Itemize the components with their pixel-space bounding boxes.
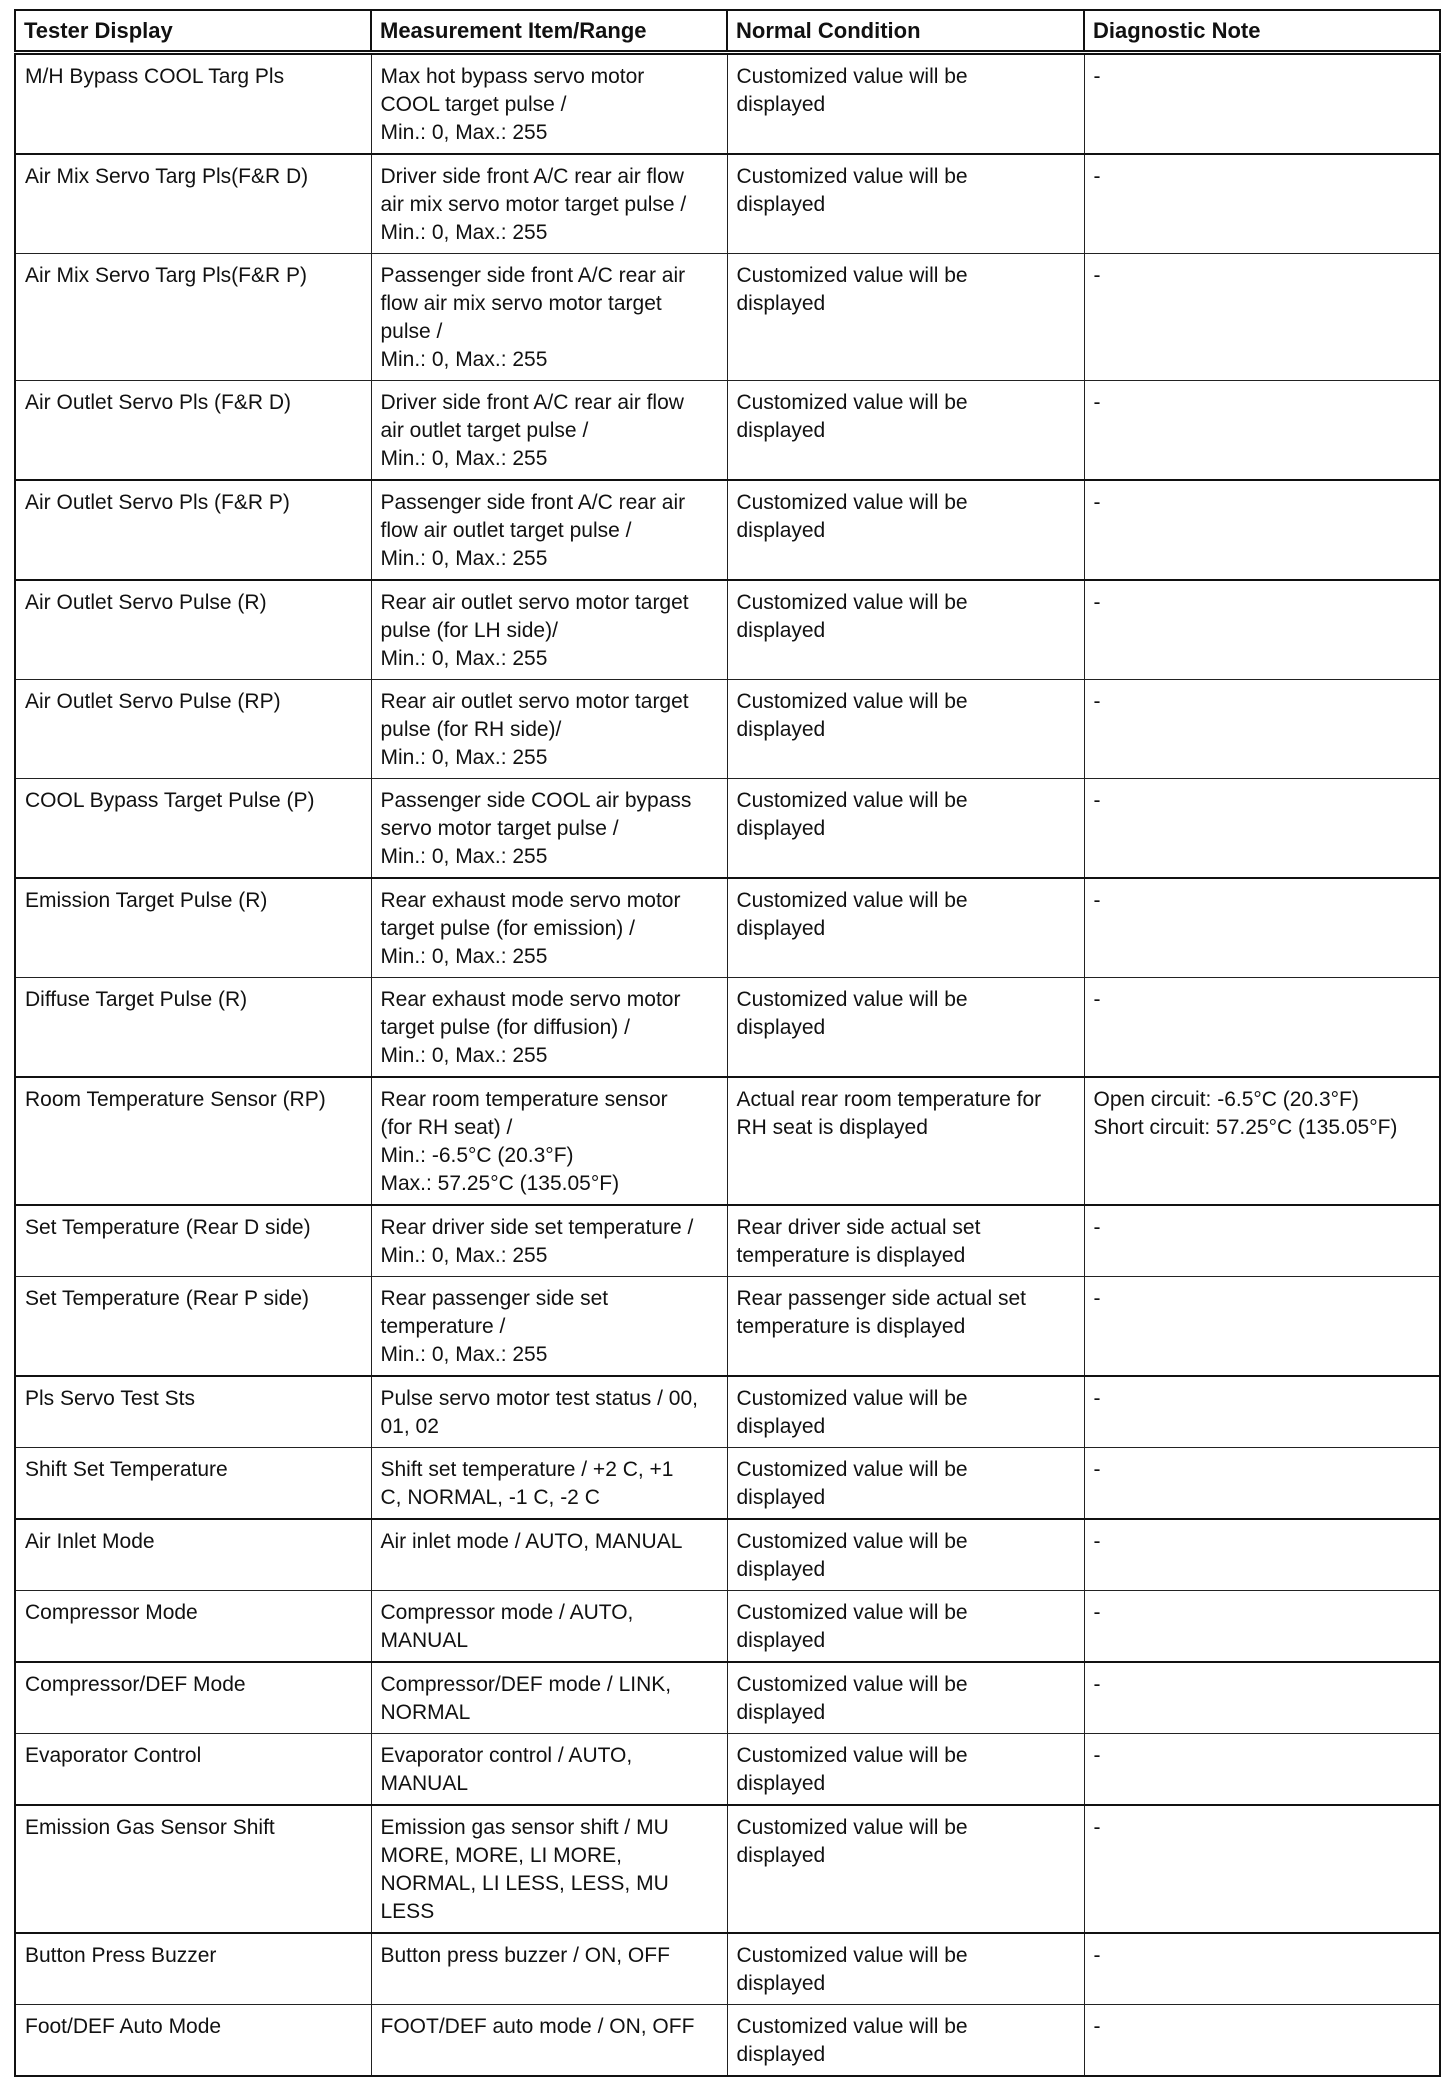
normal-condition-cell: Customized value will be displayed <box>727 878 1084 978</box>
normal-condition-cell: Rear passenger side actual set temperature is displayed <box>727 1277 1084 1377</box>
tester-display-cell: Air Mix Servo Targ Pls(F&R D) <box>15 154 371 254</box>
measurement-range-cell: Compressor/DEF mode / LINK, NORMAL <box>371 1662 727 1734</box>
normal-condition-cell: Customized value will be displayed <box>727 1734 1084 1806</box>
table-row <box>15 878 1440 978</box>
diagnostic-note-cell: - <box>1084 2005 1440 2077</box>
tester-display-cell: Shift Set Temperature <box>15 1448 371 1520</box>
diagnostic-note-cell: - <box>1084 1591 1440 1663</box>
measurement-range-cell: Shift set temperature / +2 C, +1 C, NORMAL, -1 C, -2 C <box>371 1448 727 1520</box>
normal-condition-cell: Customized value will be displayed <box>727 154 1084 254</box>
measurement-range-cell: Emission gas sensor shift / MU MORE, MORE, LI MORE, NORMAL, LI LESS, LESS, MU LESS <box>371 1805 727 1933</box>
table-row <box>15 1376 1440 1448</box>
table-row <box>15 1933 1440 2005</box>
measurement-range-cell: Rear room temperature sensor (for RH seat) / Min.: -6.5°C (20.3°F) Max.: 57.25°C (135.05°F) <box>371 1077 727 1205</box>
measurement-range-cell: Driver side front A/C rear air flow air mix servo motor target pulse / Min.: 0, Max.: 255 <box>371 154 727 254</box>
table-row <box>15 154 1440 254</box>
diagnostic-note-cell: - <box>1084 779 1440 879</box>
table-row <box>15 1077 1440 1205</box>
measurement-range-cell: Passenger side front A/C rear air flow air mix servo motor target pulse / Min.: 0, Max.: 255 <box>371 254 727 381</box>
normal-condition-cell: Actual rear room temperature for RH seat is displayed <box>727 1077 1084 1205</box>
measurement-range-cell: FOOT/DEF auto mode / ON, OFF <box>371 2005 727 2077</box>
diagnostic-note-cell: - <box>1084 1734 1440 1806</box>
diagnostic-note-cell: - <box>1084 154 1440 254</box>
diagnostic-note-cell: - <box>1084 878 1440 978</box>
diagnostic-note-cell: - <box>1084 580 1440 680</box>
measurement-range-cell: Button press buzzer / ON, OFF <box>371 1933 727 2005</box>
table-row <box>15 779 1440 879</box>
measurement-range-cell: Evaporator control / AUTO, MANUAL <box>371 1734 727 1806</box>
tester-display-cell: Compressor/DEF Mode <box>15 1662 371 1734</box>
diagnostic-note-cell: - <box>1084 1205 1440 1277</box>
table-header-row <box>15 10 1440 53</box>
tester-display-cell: Set Temperature (Rear P side) <box>15 1277 371 1377</box>
measurement-range-cell: Rear air outlet servo motor target pulse (for RH side)/ Min.: 0, Max.: 255 <box>371 680 727 779</box>
diagnostic-note-cell: - <box>1084 480 1440 580</box>
tester-display-cell: Pls Servo Test Sts <box>15 1376 371 1448</box>
table-row <box>15 680 1440 779</box>
measurement-range-cell: Pulse servo motor test status / 00, 01, 02 <box>371 1376 727 1448</box>
table-row <box>15 381 1440 481</box>
measurement-range-cell: Rear air outlet servo motor target pulse (for LH side)/ Min.: 0, Max.: 255 <box>371 580 727 680</box>
table-row <box>15 480 1440 580</box>
tester-display-cell: Air Outlet Servo Pulse (RP) <box>15 680 371 779</box>
diagnostic-note-cell: - <box>1084 1277 1440 1377</box>
tester-display-cell: Air Mix Servo Targ Pls(F&R P) <box>15 254 371 381</box>
normal-condition-cell: Customized value will be displayed <box>727 1662 1084 1734</box>
table-row <box>15 1805 1440 1933</box>
table-row <box>15 580 1440 680</box>
diagnostic-note-cell: - <box>1084 978 1440 1078</box>
normal-condition-cell: Customized value will be displayed <box>727 1805 1084 1933</box>
diagnostic-note-cell: - <box>1084 1662 1440 1734</box>
normal-condition-cell: Customized value will be displayed <box>727 580 1084 680</box>
diagnostic-note-cell: - <box>1084 1805 1440 1933</box>
normal-condition-cell: Customized value will be displayed <box>727 1519 1084 1591</box>
normal-condition-cell: Customized value will be displayed <box>727 53 1084 155</box>
measurement-range-cell: Compressor mode / AUTO, MANUAL <box>371 1591 727 1663</box>
table-row <box>15 254 1440 381</box>
table-row <box>15 978 1440 1078</box>
tester-display-cell: M/H Bypass COOL Targ Pls <box>15 53 371 155</box>
document-page <box>14 9 1439 2077</box>
measurement-range-cell: Passenger side COOL air bypass servo motor target pulse / Min.: 0, Max.: 255 <box>371 779 727 879</box>
diagnostic-note-cell: - <box>1084 254 1440 381</box>
table-row <box>15 1448 1440 1520</box>
tester-display-cell: Diffuse Target Pulse (R) <box>15 978 371 1078</box>
table-row <box>15 1205 1440 1277</box>
tester-display-cell: Air Inlet Mode <box>15 1519 371 1591</box>
table-row <box>15 1662 1440 1734</box>
normal-condition-cell: Customized value will be displayed <box>727 779 1084 879</box>
tester-display-cell: Air Outlet Servo Pulse (R) <box>15 580 371 680</box>
tester-display-cell: Button Press Buzzer <box>15 1933 371 2005</box>
diagnostic-note-cell: - <box>1084 1376 1440 1448</box>
normal-condition-cell: Customized value will be displayed <box>727 1591 1084 1663</box>
table-row <box>15 2005 1440 2077</box>
tester-display-cell: COOL Bypass Target Pulse (P) <box>15 779 371 879</box>
diagnostic-note-cell: - <box>1084 1933 1440 2005</box>
normal-condition-cell: Customized value will be displayed <box>727 381 1084 481</box>
normal-condition-cell: Customized value will be displayed <box>727 2005 1084 2077</box>
measurement-range-cell: Rear driver side set temperature / Min.: 0, Max.: 255 <box>371 1205 727 1277</box>
normal-condition-cell: Customized value will be displayed <box>727 978 1084 1078</box>
measurement-range-cell: Rear exhaust mode servo motor target pulse (for diffusion) / Min.: 0, Max.: 255 <box>371 978 727 1078</box>
tester-display-cell: Emission Target Pulse (R) <box>15 878 371 978</box>
diagnostic-note-cell: Open circuit: -6.5°C (20.3°F) Short circuit: 57.25°C (135.05°F) <box>1084 1077 1440 1205</box>
header-tester-display: Tester Display <box>15 10 371 53</box>
data-monitor-table <box>14 9 1441 2077</box>
table-row <box>15 1591 1440 1663</box>
tester-display-cell: Compressor Mode <box>15 1591 371 1663</box>
tester-display-cell: Foot/DEF Auto Mode <box>15 2005 371 2077</box>
tester-display-cell: Air Outlet Servo Pls (F&R D) <box>15 381 371 481</box>
measurement-range-cell: Max hot bypass servo motor COOL target pulse / Min.: 0, Max.: 255 <box>371 53 727 155</box>
diagnostic-note-cell: - <box>1084 53 1440 155</box>
table-row <box>15 1277 1440 1377</box>
normal-condition-cell: Customized value will be displayed <box>727 254 1084 381</box>
header-diagnostic-note: Diagnostic Note <box>1084 10 1440 53</box>
normal-condition-cell: Customized value will be displayed <box>727 1448 1084 1520</box>
tester-display-cell: Room Temperature Sensor (RP) <box>15 1077 371 1205</box>
measurement-range-cell: Rear passenger side set temperature / Min.: 0, Max.: 255 <box>371 1277 727 1377</box>
diagnostic-note-cell: - <box>1084 680 1440 779</box>
normal-condition-cell: Rear driver side actual set temperature is displayed <box>727 1205 1084 1277</box>
normal-condition-cell: Customized value will be displayed <box>727 480 1084 580</box>
table-row <box>15 1519 1440 1591</box>
header-measurement-item-range: Measurement Item/Range <box>371 10 727 53</box>
tester-display-cell: Emission Gas Sensor Shift <box>15 1805 371 1933</box>
table-row <box>15 53 1440 155</box>
normal-condition-cell: Customized value will be displayed <box>727 1376 1084 1448</box>
table-body <box>15 53 1440 2077</box>
tester-display-cell: Air Outlet Servo Pls (F&R P) <box>15 480 371 580</box>
diagnostic-note-cell: - <box>1084 1519 1440 1591</box>
diagnostic-note-cell: - <box>1084 1448 1440 1520</box>
tester-display-cell: Set Temperature (Rear D side) <box>15 1205 371 1277</box>
normal-condition-cell: Customized value will be displayed <box>727 1933 1084 2005</box>
diagnostic-note-cell: - <box>1084 381 1440 481</box>
tester-display-cell: Evaporator Control <box>15 1734 371 1806</box>
measurement-range-cell: Driver side front A/C rear air flow air outlet target pulse / Min.: 0, Max.: 255 <box>371 381 727 481</box>
header-normal-condition: Normal Condition <box>727 10 1084 53</box>
measurement-range-cell: Rear exhaust mode servo motor target pulse (for emission) / Min.: 0, Max.: 255 <box>371 878 727 978</box>
measurement-range-cell: Air inlet mode / AUTO, MANUAL <box>371 1519 727 1591</box>
normal-condition-cell: Customized value will be displayed <box>727 680 1084 779</box>
measurement-range-cell: Passenger side front A/C rear air flow air outlet target pulse / Min.: 0, Max.: 255 <box>371 480 727 580</box>
table-row <box>15 1734 1440 1806</box>
